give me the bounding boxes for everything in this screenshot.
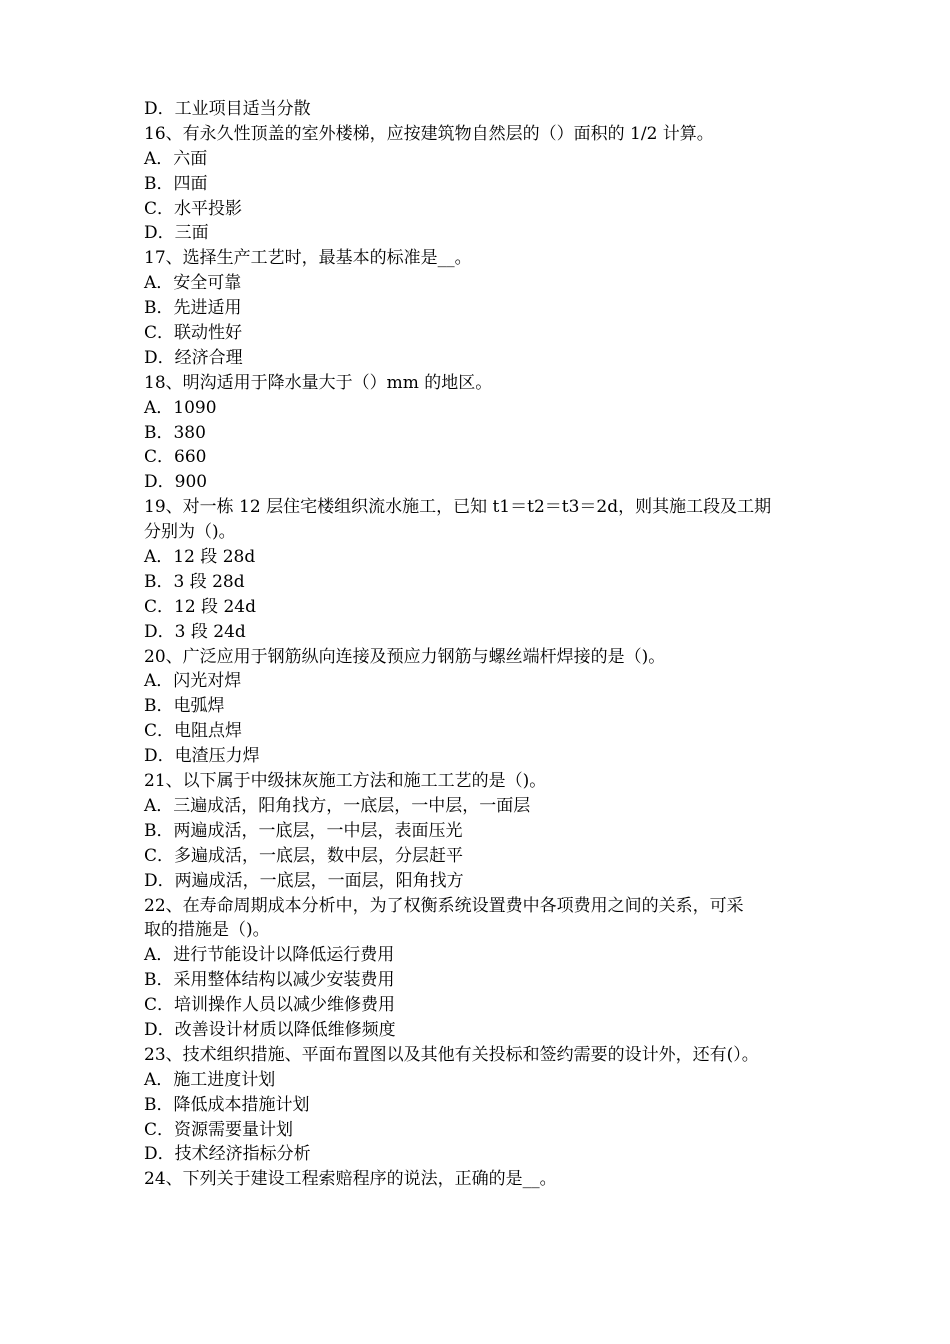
text-line: B．采用整体结构以减少安装费用 bbox=[144, 970, 395, 991]
text-line: B．电弧焊 bbox=[144, 696, 225, 717]
text-line: B．降低成本措施计划 bbox=[144, 1094, 310, 1115]
text-line: A．1090 bbox=[144, 397, 217, 418]
text-line: D．三面 bbox=[144, 223, 209, 244]
text-line: A．三遍成活，阳角找方，一底层，一中层，一面层 bbox=[144, 795, 531, 816]
text-line: C．培训操作人员以减少维修费用 bbox=[144, 995, 396, 1016]
text-line: 24、下列关于建设工程索赔程序的说法，正确的是__。 bbox=[144, 1169, 557, 1190]
text-line: 20、广泛应用于钢筋纵向连接及预应力钢筋与螺丝端杆焊接的是（)。 bbox=[144, 646, 666, 667]
text-line: A．六面 bbox=[144, 148, 208, 169]
text-line: D．改善设计材质以降低维修频度 bbox=[144, 1019, 396, 1040]
text-line: B．先进适用 bbox=[144, 298, 242, 319]
text-line: A．闪光对焊 bbox=[144, 671, 242, 692]
text-line: C．多遍成活，一底层，数中层，分层赶平 bbox=[144, 845, 464, 866]
text-line: C．资源需要量计划 bbox=[144, 1119, 294, 1140]
text-line: C．水平投影 bbox=[144, 198, 243, 219]
text-line: D．两遍成活，一底层，一面层，阳角找方 bbox=[144, 870, 464, 891]
text-line: A．12 段 28d bbox=[144, 547, 256, 568]
text-line: B．380 bbox=[144, 422, 206, 443]
text-line: 22、在寿命周期成本分析中，为了权衡系统设置费中各项费用之间的关系，可采 bbox=[144, 895, 744, 916]
text-line: D．工业项目适当分散 bbox=[144, 99, 311, 119]
text-line: B．四面 bbox=[144, 173, 208, 194]
document-page bbox=[144, 97, 814, 1192]
text-line: C．联动性好 bbox=[144, 323, 243, 344]
text-line: B．两遍成活，一底层，一中层，表面压光 bbox=[144, 820, 463, 841]
text-line: D．900 bbox=[144, 472, 208, 493]
text-line: C．660 bbox=[144, 447, 207, 468]
text-line: D．技术经济指标分析 bbox=[144, 1144, 311, 1165]
text-line: A．进行节能设计以降低运行费用 bbox=[144, 945, 395, 966]
text-line: D．电渣压力焊 bbox=[144, 746, 260, 767]
text-line: 19、对一栋 12 层住宅楼组织流水施工，已知 t1＝t2＝t3＝2d，则其施工段及工期 bbox=[144, 497, 772, 518]
text-line: 16、有永久性顶盖的室外楼梯，应按建筑物自然层的（）面积的 1/2 计算。 bbox=[144, 123, 714, 144]
text-line: D．3 段 24d bbox=[144, 621, 246, 642]
text-line: 取的措施是（)。 bbox=[144, 920, 270, 941]
text-line: A．施工进度计划 bbox=[144, 1069, 276, 1090]
text-line: D．经济合理 bbox=[144, 347, 243, 368]
text-line: 23、技术组织措施、平面布置图以及其他有关投标和签约需要的设计外，还有(）。 bbox=[144, 1044, 759, 1065]
text-line: A．安全可靠 bbox=[144, 273, 242, 294]
text-line: 18、明沟适用于降水量大于（）mm 的地区。 bbox=[144, 372, 493, 393]
text-line: C．电阻点焊 bbox=[144, 721, 243, 742]
text-line: 17、选择生产工艺时，最基本的标准是__。 bbox=[144, 248, 472, 269]
text-line: 21、以下属于中级抹灰施工方法和施工工艺的是（)。 bbox=[144, 771, 547, 792]
text-line: 分别为（)。 bbox=[144, 522, 236, 543]
text-line: C．12 段 24d bbox=[144, 596, 256, 617]
text-line: B．3 段 28d bbox=[144, 571, 245, 592]
